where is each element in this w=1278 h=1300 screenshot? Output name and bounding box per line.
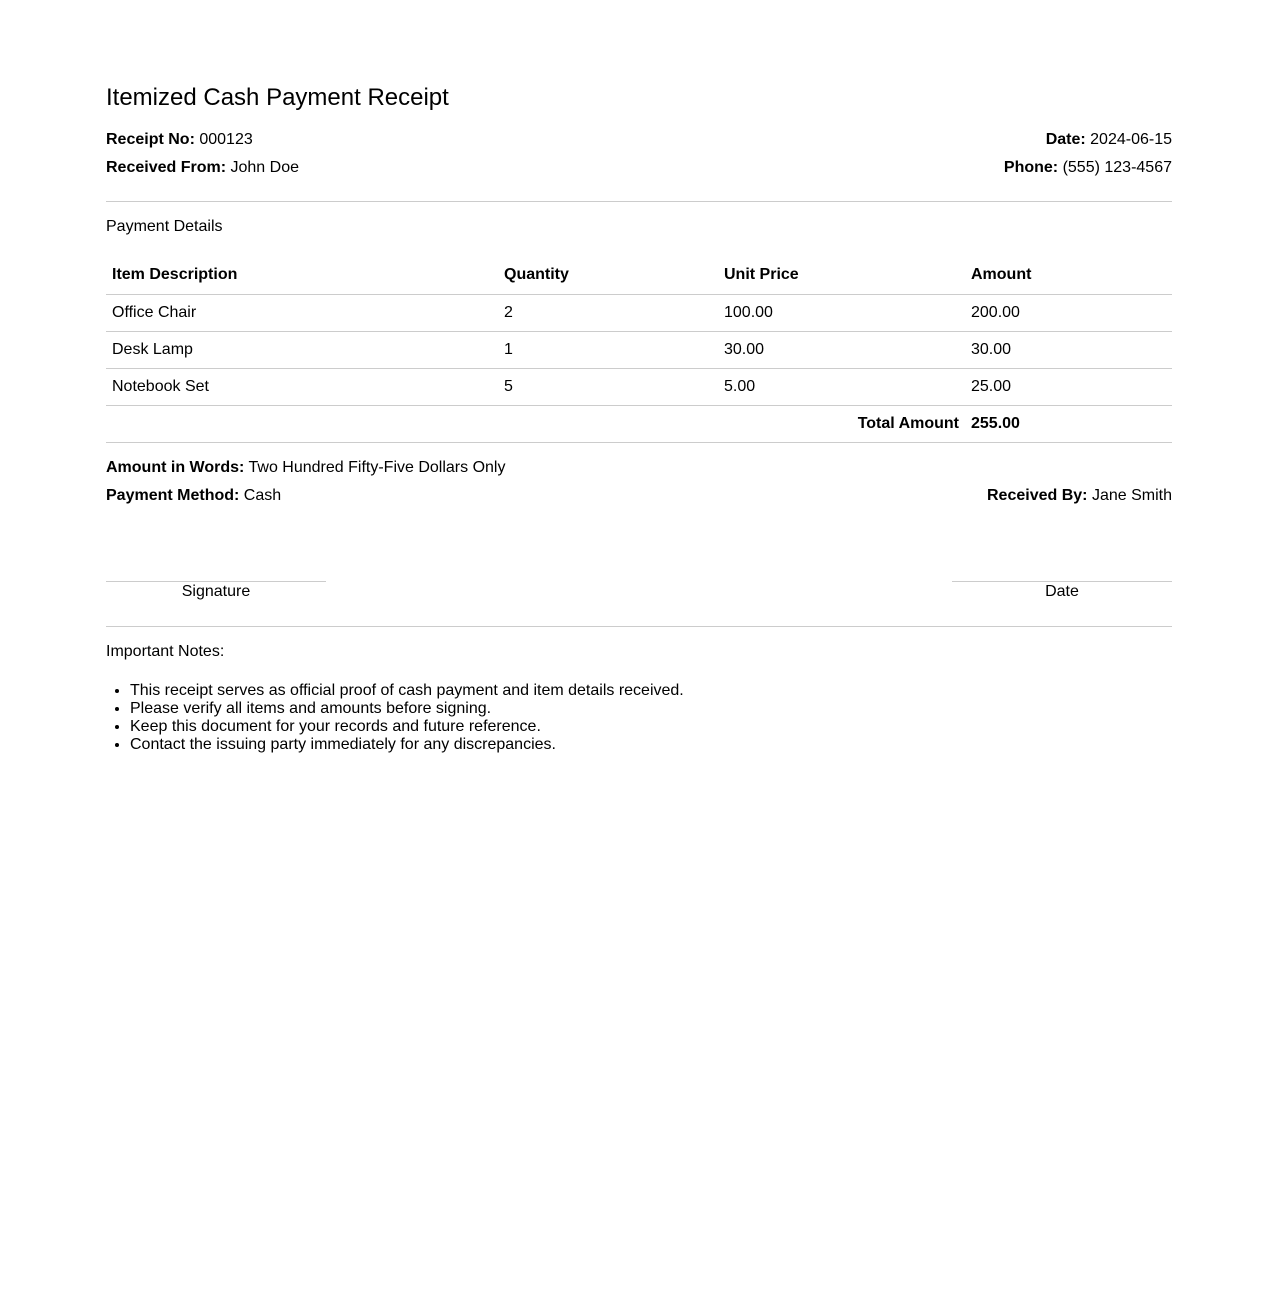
total-amount-value: 255.00 — [965, 406, 1172, 443]
item-unit-price: 5.00 — [718, 369, 965, 406]
receipt-date-label: Date: — [1045, 131, 1086, 148]
amount-in-words-value: Two Hundred Fifty-Five Dollars Only — [248, 459, 506, 476]
column-header-amount: Amount — [965, 256, 1172, 295]
column-header-quantity: Quantity — [498, 256, 718, 295]
total-amount-label: Total Amount — [106, 406, 965, 443]
received-by-value: Jane Smith — [1091, 487, 1172, 504]
receipt-date — [1046, 131, 1172, 149]
list-item: • Please verify all items and amounts before signing. — [130, 700, 1172, 718]
received-by-label: Received By: — [987, 487, 1088, 504]
item-quantity: 5 — [498, 369, 718, 406]
list-item: • Keep this document for your records and future reference. — [130, 718, 1172, 736]
notes-title: Important Notes: — [106, 643, 225, 660]
table-row — [106, 332, 1172, 369]
divider — [106, 201, 1172, 202]
table-header-row — [106, 256, 1172, 295]
payment-details-title: Payment Details — [106, 218, 223, 235]
total-row — [106, 406, 1172, 443]
receipt-page — [106, 0, 1172, 754]
item-description: Office Chair — [106, 295, 498, 332]
received-from-value: John Doe — [230, 159, 299, 176]
phone — [1004, 159, 1172, 177]
item-amount: 30.00 — [965, 332, 1172, 369]
notes-list — [106, 682, 1172, 754]
amount-in-words-label: Amount in Words: — [106, 459, 245, 476]
info-row-receipt — [106, 131, 1172, 149]
list-item: • This receipt serves as official proof of cash payment and item details received. — [130, 682, 1172, 700]
table-row — [106, 295, 1172, 332]
receipt-number-label: Receipt No: — [106, 131, 195, 148]
item-description: Notebook Set — [106, 369, 498, 406]
signature-date-line — [952, 581, 1172, 601]
divider — [106, 626, 1172, 627]
payment-method-label: Payment Method: — [106, 487, 240, 504]
item-unit-price: 30.00 — [718, 332, 965, 369]
item-unit-price: 100.00 — [718, 295, 965, 332]
item-quantity: 1 — [498, 332, 718, 369]
amount-in-words — [106, 459, 1172, 477]
info-row-customer — [106, 159, 1172, 177]
column-header-unit-price: Unit Price — [718, 256, 965, 295]
received-by — [987, 487, 1172, 505]
signature-row — [106, 581, 1172, 601]
signature-line — [106, 581, 326, 601]
items-table — [106, 256, 1172, 443]
list-item: • Contact the issuing party immediately for any discrepancies. — [130, 736, 1172, 754]
received-from — [106, 159, 299, 177]
payment-method-row — [106, 487, 1172, 505]
signature-date-label: Date — [1045, 583, 1079, 600]
payment-method-value: Cash — [243, 487, 282, 504]
signature-label: Signature — [181, 583, 251, 600]
phone-label: Phone: — [1003, 159, 1059, 176]
receipt-date-value: 2024-06-15 — [1090, 131, 1172, 148]
page-title: Itemized Cash Payment Receipt — [106, 84, 449, 111]
item-amount: 200.00 — [965, 295, 1172, 332]
receipt-number — [106, 131, 253, 149]
receipt-number-value: 000123 — [199, 131, 253, 148]
column-header-item-description: Item Description — [106, 256, 498, 295]
item-description: Desk Lamp — [106, 332, 498, 369]
item-quantity: 2 — [498, 295, 718, 332]
item-amount: 25.00 — [965, 369, 1172, 406]
payment-method — [106, 487, 281, 505]
phone-value: (555) 123-4567 — [1062, 159, 1172, 176]
received-from-label: Received From: — [106, 159, 227, 176]
table-row — [106, 369, 1172, 406]
